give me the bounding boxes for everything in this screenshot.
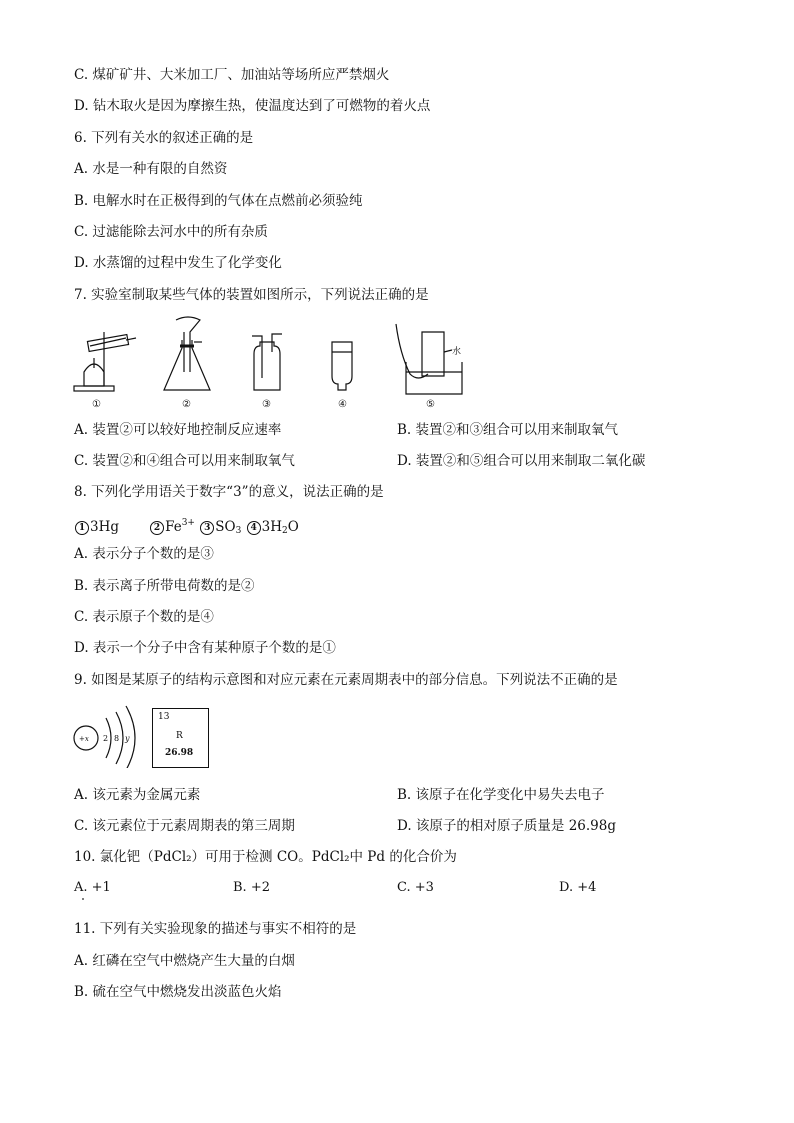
water-label: 水 [452, 347, 462, 357]
q8-option-a: A. 表示分子个数的是③ [74, 546, 214, 562]
item-4-subscript: 2 [282, 526, 288, 536]
element-symbol: R [176, 731, 183, 741]
item-number-1: 1 [75, 521, 89, 535]
atomic-mass: 26.98 [165, 748, 194, 758]
q10-option-b: B. +2 [233, 880, 270, 895]
q9-option-d: D. 该原子的相对原子质量是 26.98g [397, 818, 617, 834]
q9-option-a: A. 该元素为金属元素 [74, 787, 201, 803]
q10-stem: 10. 氯化钯（PdCl₂）可用于检测 CO。PdCl₂中 Pd 的化合价为 [74, 849, 457, 865]
q9-option-c: C. 该元素位于元素周期表的第三周期 [74, 818, 295, 834]
apparatus-figure [70, 312, 470, 412]
q8-items [74, 514, 299, 540]
q8-option-b: B. 表示离子所带电荷数的是② [74, 578, 255, 594]
q6-option-d: D. 水蒸馏的过程中发生了化学变化 [74, 255, 282, 271]
apparatus-label-5: ⑤ [426, 399, 435, 410]
nucleus-charge: +x [79, 735, 89, 743]
item-2-charge: 3+ [181, 518, 195, 528]
q11-stem: 11. 下列有关实验现象的描述与事实不相符的是 [74, 921, 357, 937]
q8-stem: 8. 下列化学用语关于数字“3”的意义，说法正确的是 [74, 484, 384, 500]
apparatus-label-3: ③ [262, 399, 271, 410]
item-1-text: 3Hg [90, 519, 120, 535]
q11-option-b: B. 硫在空气中燃烧发出淡蓝色火焰 [74, 984, 282, 1000]
apparatus-5 [396, 324, 462, 394]
q11-option-a: A. 红磷在空气中燃烧产生大量的白烟 [74, 953, 295, 969]
q7-option-b: B. 装置②和③组合可以用来制取氧气 [397, 422, 619, 438]
apparatus-label-1: ① [92, 399, 101, 410]
q5-option-d: D. 钻木取火是因为摩擦生热，使温度达到了可燃物的着火点 [74, 98, 431, 114]
item-3-subscript: 3 [235, 526, 242, 536]
q10-option-d: D. +4 [559, 880, 597, 895]
apparatus-1 [74, 332, 136, 391]
apparatus-label-2: ② [182, 399, 191, 410]
shell-1-electrons: 2 [103, 734, 109, 743]
q5-option-c: C. 煤矿矿井、大米加工厂、加油站等场所应严禁烟火 [74, 67, 390, 83]
q10-option-c: C. +3 [397, 880, 434, 895]
apparatus-4 [332, 342, 352, 390]
q8-option-d: D. 表示一个分子中含有某种原子个数的是① [74, 640, 336, 656]
q9-option-b: B. 该原子在化学变化中易失去电子 [397, 787, 605, 803]
item-4-text: 3H [261, 519, 282, 535]
apparatus-label-4: ④ [338, 399, 347, 410]
q6-option-a: A. 水是一种有限的自然资 [74, 161, 228, 177]
atomic-number: 13 [158, 712, 170, 722]
shell-3-electrons: y [125, 734, 130, 743]
q7-option-d: D. 装置②和⑤组合可以用来制取二氧化碳 [397, 453, 646, 469]
periodic-table-cell [152, 708, 209, 768]
apparatus-3 [252, 334, 282, 390]
item-2-text: Fe [165, 519, 182, 535]
shell-2-electrons: 8 [114, 734, 120, 743]
q10-option-a: A. +1 [74, 880, 111, 895]
q7-stem: 7. 实验室制取某些气体的装置如图所示，下列说法正确的是 [74, 287, 429, 303]
apparatus-2 [164, 317, 210, 390]
q8-option-c: C. 表示原子个数的是④ [74, 609, 214, 625]
q6-stem: 6. 下列有关水的叙述正确的是 [74, 130, 254, 146]
stray-dot [82, 898, 84, 900]
atom-structure-diagram [70, 704, 140, 768]
q9-stem: 9. 如图是某原子的结构示意图和对应元素在元素周期表中的部分信息。下列说法不正确的是 [74, 672, 618, 688]
q6-option-c: C. 过滤能除去河水中的所有杂质 [74, 224, 268, 240]
item-number-2: 2 [150, 521, 164, 535]
item-number-3: 3 [200, 521, 214, 535]
item-number-4: 4 [247, 521, 261, 535]
q6-option-b: B. 电解水时在正极得到的气体在点燃前必须验纯 [74, 193, 363, 209]
item-4-text-tail: O [287, 519, 299, 535]
q7-option-a: A. 装置②可以较好地控制反应速率 [74, 422, 282, 438]
q7-option-c: C. 装置②和④组合可以用来制取氧气 [74, 453, 295, 469]
item-3-text: SO [215, 519, 236, 535]
